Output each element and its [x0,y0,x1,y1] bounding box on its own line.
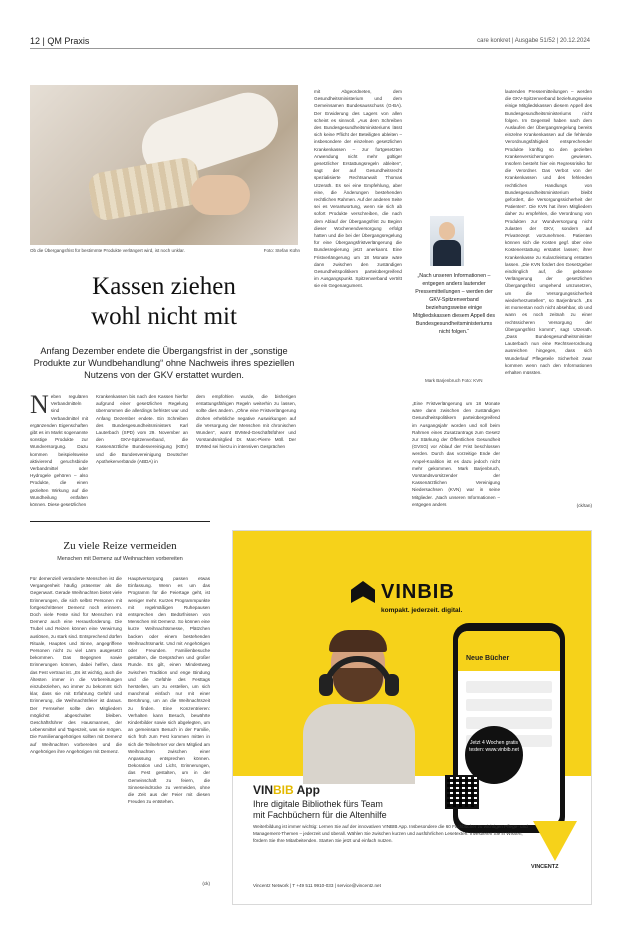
page-section: 12 | QM Praxis [30,36,90,46]
quote-attribution [425,378,485,383]
phone-list-item [466,699,552,711]
article-end-mark: (ck/tan) [576,503,592,508]
portrait-photo [430,216,464,266]
photo-caption: Ob die Übergangsfrist für bestimmte Produkte verlängert wird, ist noch unklar. [30,248,185,253]
ad-footer: Vincentz Network | T +49 511 9910-033 | service@vincentz.net [253,883,381,888]
ad-description [253,799,387,821]
article-column-2: Krankenkassen bis nach den Kassen hierfür aufgrund einer gesetzlichen Regelung übernommen die allerdings befristet war und Anfang Dezember endete. Ein Schreiben des Bundesgesundheitsministers Karl Lauterbach (SPD) vom 29. November an den GKV-Spitzenverband, die Kassenärztliche Bundesvereinigung (KBV) und die Bundesvereinigung Deutscher Apothekerverbände (ABDA) in [96,394,188,464]
sidebar-subtitle: Menschen mit Demenz auf Weihnachten vorbereiten [57,556,183,562]
quote-name: Mark Barjenbruch [425,378,461,383]
hand-shape [190,175,250,215]
phone-list-item [466,681,552,693]
ad-brand: VINBIB [381,581,455,603]
article-column-4: mit Abgeordneten, dem Gesundheitsministerium und dem Gemeinsamen Bundesausschuss (G-BA). Der Erwiderung des Lagers von allen scheint es sinnvoll. „Aus dem Schreiben des Bundesgesundheitsministeriums lässt sich keine Pflicht der Beteiligten ableiten – insbesondere der einzelnen gesetzlichen Krankenkassen – zur fortgesetzten Anwendung nicht mehr gültiger gesetzlicher Erstattungsregeln ableiten“, sagt der auf Gesundheitsrecht spezialisierte Rechtsanwalt Thomas Utzerath. Es sei eine Empfehlung, aber eine, die Änderungen bestehenden rechtlichen Rahmen. Auf der anderen Seite sei es Verantwortung, wenn sie sich ab sofort Produkte verschreiben, die nach dem Ablauf der Übergangsfrist zu Beginn dieser Wochenendversorgung erfolgt hatten und die bei der Übergangsregelung für eine Übergangsfristverlängerung die Bundesregierung jetzt anerkannt. Eine Fristverlängerung um 18 Monate wäre dann zwischen den zuständigen Gesundheitspolitikern parteiübergreifend im Ausgangspunkt. Spitzenverband vertritt sie ein Gegenargument. [314,89,402,289]
headphone-cup-right [385,674,399,696]
man-hair [329,630,387,652]
headline-line-1: Kassen ziehen [92,273,236,300]
portrait-head [439,222,455,240]
trial-badge[interactable]: Jetzt 4 Wochen gratis testen: www.vinbib.net [465,726,523,784]
vinbib-advertisement[interactable] [232,530,592,905]
app-highlight: BIB [273,783,294,797]
article-column-5: „Eine Fristverlängerung um 18 Monate wäre dann zwischen den zuständigen Gesundheitspolitikern parteiübergreifend im Ausgangsjahr worden und soll beim Rahmen eines Zusatzantrags zum Gesetz zur Stärkung der Öffentlichen Gesundheit (GVSG) vor Ablauf der Frist beschlossen werden. Durch das vorzeitige Ende der Ampel-Koalition ist es dazu jedoch nicht mehr gekommen. Mark Barjenbruch, Vorstandsvorsitzender der Kassenärztlichen Vereinigung Niedersachsen (KVN) war in seine Mitglieder. „Nach unseren Informationen – entgegen anders [412,401,500,507]
bandaged-leg-photo [30,85,298,245]
issue-info: care konkret | Ausgabe 51/52 | 20.12.2024 [477,38,590,44]
quote-credit: Foto: KVN [461,378,483,383]
page-header [30,35,590,49]
phone-list-item [466,717,552,729]
photo-credit: Foto: Stefan Kühn [263,248,300,253]
sidebar-column-1: Für demenziell veränderte Menschen ist die Vergangenheit häufig präsenter als die Gegenwart. Gerade Weihnachten bietet viele Erinnerungen, die sich selbst Personen mit fortgeschrittener Demenz noch erinnern. Doch viele Feste sind für Menschen mit Demenz auch eine Herausforderung. Die Trubel und Reizen können eine Verwirrung auslösen, zu stark sind. Entsprechend dürfen Rituale, Hauptes und Sinne, angegriffene Personen nicht zu viel Lärm ausgesetzt bekommen. Das Begegnen sowie Erinnerungen können, dabei helfen, dass das Fest vertraut ist. „Es ist wichtig, auch die Ältesten immer in die Vorbereitungen einzubeziehen, wo immer zu bekommt sich klar, dass sie mit Erfahrung Gefühl und Erinnerung, die Weihnachtsfeier ist daraus. Der Fernseher sollte den Mitgliedern möglichst abgeschaltet bleiben. Geschäftsführer des Hausmannes, der Lebensmittel und Tageszeit, was sie mögen. Die Familienangehörigen sollten mit Demenz auf Weihnachten vorbereiten und die Angehörigen ihre Angehörigen mit Demenz. [30,576,122,754]
dropcap: N [30,390,49,419]
man-body [303,704,415,784]
app-prefix: VIN [253,783,274,797]
sidebar-top-rule [30,521,210,522]
sidebar-title: Zu viele Reize vermeiden [63,540,177,552]
article-lead: Anfang Dezember endete die Übergangsfrist in der „sonstige Produkte zur Wundbehandlung“ ohne Nachweis ihres speziellen Nutzens von der GKV erstattet wurden. [33,346,295,380]
pull-quote: „Nach unseren Informationen – entgegen anders lautender Pressemitteilungen – werden der GKV-Spitzenverband beziehungsweise einige Mitgliedskassen diesem Appell des Bundesgesundheitsministeriums nicht folgen.“ [412,273,496,335]
phone-screen-title: Neue Bücher [466,655,510,662]
app-suffix: App [293,783,320,797]
article-column-6: lautenden Pressemitteilungen – werden die GKV-Spitzenverband beziehungsweise einige Mitgliedskassen diesem Appell des Bundesgesundheitsministeriums nicht folgen. Im Gegenteil haben nach dem Auslaufen der Übergangsregelung bereits einzelne Krankenkassen auf die fehlende Verordnungsfähigkeit entsprechender Produkte künftig so den gezielten Krankenversicherungen gewiesen. Insofern besteht hier ein Regressrisiko für die Verordner. Das Verbot von der Krankenkassen und des fehlenden rechtlichen Handlungs von Bundesgesundheitsministerium bleibt gefordert, die Versorgungssicherheit der Patienten“. Die KVN hat ihren Mitgliedern daher zu empfehlen, die Verordnung von Produkten zur Wundversorgung nicht zulasten der GKV, sondern auf Privatrezept vorzunehmen. Patienten können sich die Kosten gegf. über eine Kostenerstattung erstattet lassen; ihrer Krankenkasse zu Kulanzleistung erstatten lassen. „Die KVN fordert den Gesetzgeber eindringlich auf, die gebotene Verlängerung der gesetzlichen Übergangsfrist umgehend umzusetzen, um die Versorgungssicherheit wiederherzustellen“, so Barjenbruch. „Es ist momentan noch nicht absehbar, ob und wann es noch zeitnah zu einer rechtssicheren Versorgung der Übergangsfrist kommt“, sagt Utzerath. „Dass Bundesgesundheitsminister Lauterbach nun eine Rechtsverordnung ausreichen hingegen, dass sich Wunderlauf Pflegeteile Sicherheit zwar kommen wenn nach den Informationen erhalten müssten. [505,89,592,375]
sidebar-column-2: Hauptversorgung passen etwas Einfassung. Wenn es um das Programm für die Feiertage geht, ist weniger mehr. Kurzes Programmpunkte mit regelmäßigen Ruhepausen entsprechen den Bedürfnissen von Menschen mit Demenz. So können eine kurze Weihnachtsmesse, Plätzchen backen oder einem bestehenden Weihnachtsmarkt. Und mit Angehörigen oder Freunden. Familienbesuche gestalten, die Gesprächen und großer Runde. Es gilt, einen Mindestweg zwischen Tradition und enge Bindung und die Gefühle des Festtags herstellen, um zu erstellen, um sich manchmal einfach nur mit einer Berührung, um an die Weihnachtszeit zu finden. Eine Konzentrieren: Verhalten kann Besuch, bewährte Kinderbilder sowie sich abgelegten, um an gemeinsam Besuch in der Familie, sich früh zum Fest kommen mitten in sich die Teilnehmer vor dem Mitglied am Weihnachten zwischen einer Anpassung entsprechen können. Dekoration und Licht, Erinnerungen, das Fest gestalten, um in der Gemeinschaft zu feiern, die Sinneseindrücke zu vermeiden, ohne die Zeit aus der Feier mit diesen Freuden zu entstehen. [128,576,210,805]
ad-description-line-1: Ihre digitale Bibliothek fürs Team [253,799,383,809]
ad-tagline: kompakt. jederzeit. digital. [381,607,463,614]
man-with-headphones-illustration [293,626,423,776]
article-column-1 [30,390,88,508]
ad-app-name [253,783,320,797]
article-headline [30,272,298,332]
ad-body-text: Weiterbildung ist immer wichtig: Lernen Sie auf der innovativen VINBIB App. Insbesondere die 60 Fachbücher zu wichtigen Pflege- und Management-Themen – jederzeit und überall. Wählen Sie zwischen kurzen und ausführlichen Lesetexten. Investieren Sie in Wissen, fördern Sie Ihre Mitarbeitenden. Starten Sie jetzt und einfach nutzen. [253,824,528,843]
column-1-text: eben regulären Verbandmitteln sind Verbandmittel mit ergänzenden Eigenschaften gibt es im Markt sogenannte sonstige Produkte zur Wundversorgung. Dazu kommen beispielsweise aktivierend geruchsbinde Verbandmittel oder Hydrogele gehören – also Produkte, die einen gezielten Wirkung auf die Wundheilung entfalten können. Diese gesetzlichen [30,394,88,508]
article-column-3: dem empfohlen wurde, die bisherigen erstattungsfähigen Regeln weiterhin zu lassen, sollte dies ändern. „Ohne eine Fristverlängerung drohen erhebliche negative Auswirkungen auf die Versorgung der Menschen mit chronischen Wunden“, warnt BVMed-Geschäftsführer und Vorstandsmitglied Dr. Marc-Pierre Möll. Der BVMed sei hierzu in intensiven Gesprächen [196,394,296,450]
headphone-cup-left [319,674,333,696]
headline-line-2: wohl nicht mit [91,303,237,330]
vincentz-wordmark: VINCENTZ [531,864,559,870]
sidebar-end-mark: (ck) [202,881,210,886]
bandage-shape [87,156,204,222]
phone-header-bar [458,631,560,671]
qr-code-icon[interactable] [445,775,479,809]
vincentz-logo-icon [533,821,577,861]
ad-description-line-2: mit Fachbüchern für die Altenhilfe [253,810,387,820]
portrait-suit [433,240,461,266]
